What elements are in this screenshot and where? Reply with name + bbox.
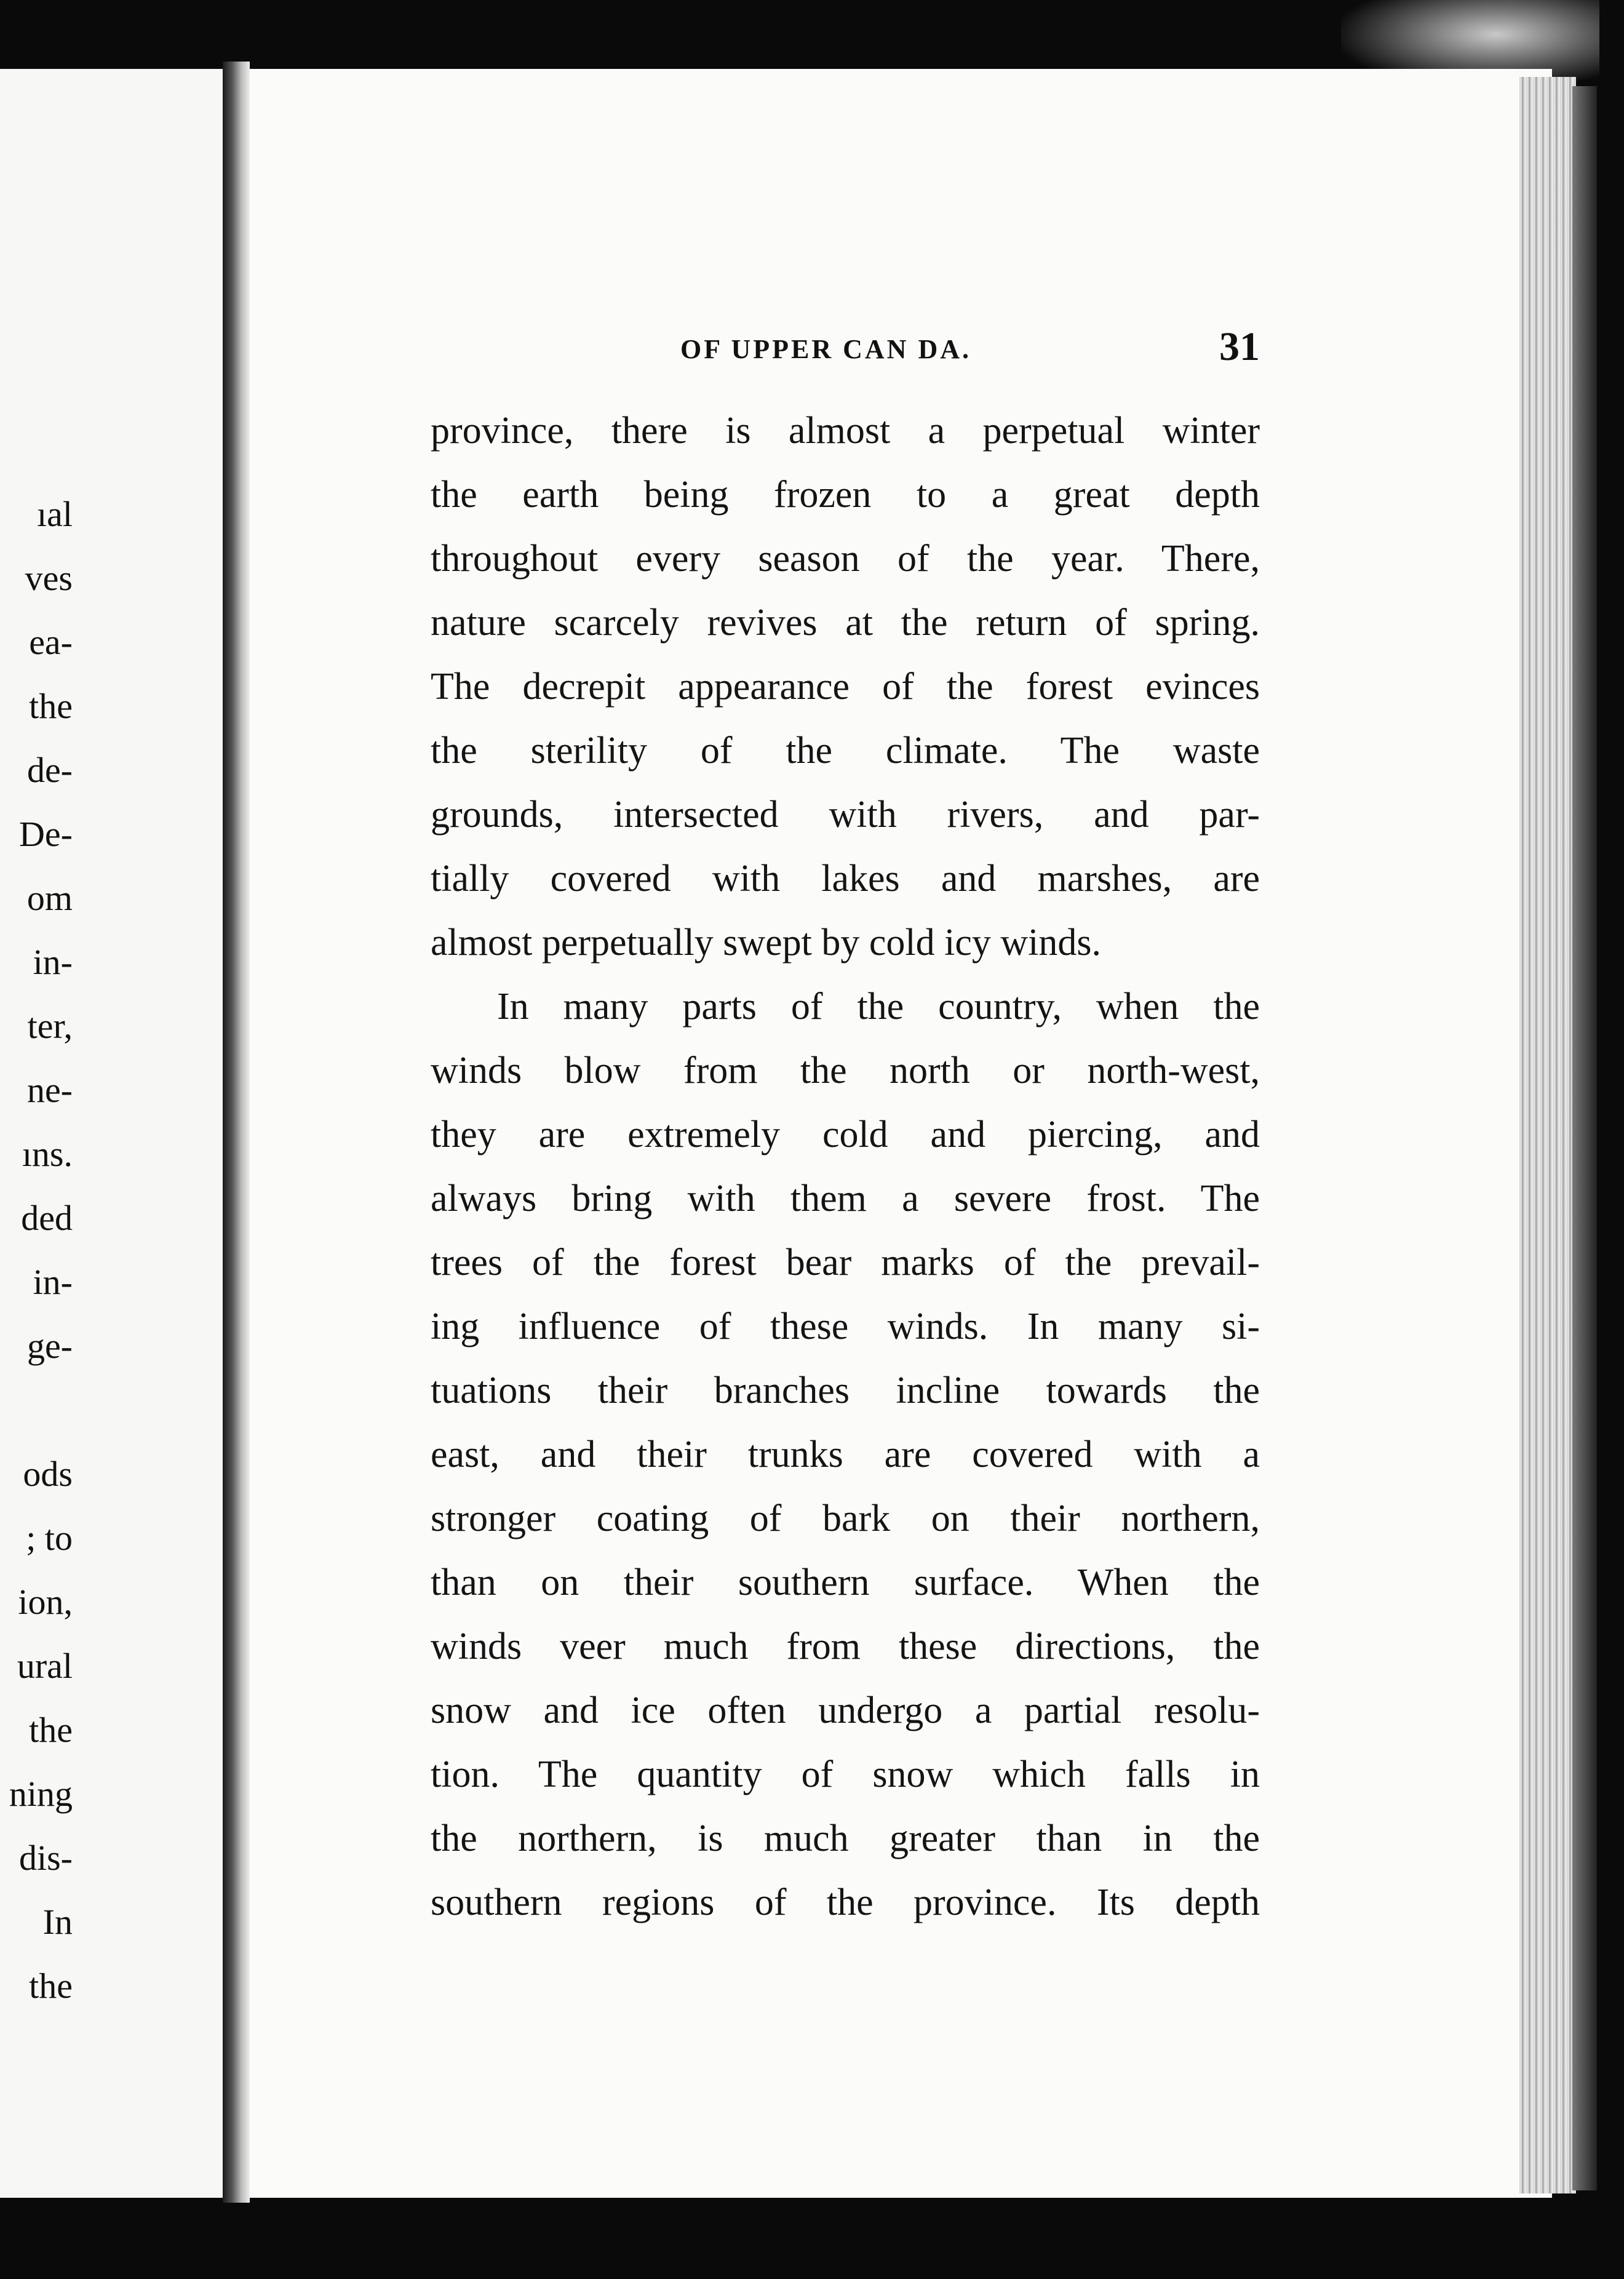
- fragment-line: ; to: [26, 1518, 73, 1558]
- previous-page: [0, 69, 228, 2198]
- fragment-line: De-: [19, 814, 73, 854]
- text-line: almost perpetually swept by cold icy winds.: [431, 922, 1101, 964]
- text-line: snow and ice often undergo a partial resolu-: [431, 1690, 1260, 1731]
- text-line: east, and their trunks are covered with a: [431, 1434, 1260, 1475]
- running-title: OF UPPER CAN DA.: [680, 334, 971, 364]
- text-line: tially covered with lakes and marshes, are: [431, 858, 1260, 900]
- text-line: In many parts of the country, when the: [497, 986, 1260, 1028]
- text-line: province, there is almost a perpetual winter: [431, 410, 1260, 452]
- text-line: The decrepit appearance of the forest evinces: [431, 666, 1260, 708]
- running-header: [431, 315, 1260, 383]
- text-line: tuations their branches incline towards the: [431, 1370, 1260, 1411]
- fragment-line: ıns.: [22, 1134, 73, 1174]
- text-line: stronger coating of bark on their northern,: [431, 1498, 1260, 1539]
- fragment-line: ter,: [27, 1006, 73, 1046]
- fragment-line: ge-: [26, 1326, 73, 1366]
- text-line: trees of the forest bear marks of the prevail-: [431, 1242, 1260, 1283]
- cover-edge: [1572, 86, 1597, 2190]
- paragraph-2: [431, 975, 1260, 1934]
- text-line: than on their southern surface. When the: [431, 1562, 1260, 1603]
- text-line: winds veer much from these directions, the: [431, 1626, 1260, 1667]
- paragraph-1: [431, 399, 1260, 975]
- body-text: [431, 399, 1260, 1934]
- text-line: always bring with them a severe frost. The: [431, 1178, 1260, 1219]
- fragment-line: In: [42, 1902, 73, 1942]
- text-line: tion. The quantity of snow which falls in: [431, 1754, 1260, 1795]
- page-stack-edge: [1519, 77, 1576, 2193]
- text-line: the northern, is much greater than in the: [431, 1818, 1260, 1859]
- fragment-line: in-: [33, 1262, 73, 1302]
- fragment-line: de-: [26, 750, 73, 790]
- fragment-line: ning: [9, 1774, 73, 1814]
- text-line: the earth being frozen to a great depth: [431, 474, 1260, 516]
- fragment-line: ion,: [18, 1582, 73, 1622]
- fragment-line: ural: [17, 1646, 73, 1686]
- text-line: grounds, intersected with rivers, and par-: [431, 794, 1260, 836]
- fragment-line: ıal: [37, 494, 73, 534]
- fragment-line: dis-: [19, 1838, 73, 1878]
- fragment-line: the: [29, 686, 73, 726]
- fragment-line: ded: [21, 1198, 73, 1238]
- fragment-line: ea-: [29, 622, 73, 662]
- fragment-line: the: [29, 1966, 73, 2006]
- text-line: throughout every season of the year. There,: [431, 538, 1260, 580]
- fragment-line: ne-: [26, 1070, 73, 1110]
- text-line: ing influence of these winds. In many si-: [431, 1306, 1260, 1347]
- fragment-line: [0, 1378, 73, 1442]
- page-number: 31: [1219, 324, 1260, 369]
- fragment-line: om: [26, 878, 73, 918]
- text-line: the sterility of the climate. The waste: [431, 730, 1260, 772]
- book-gutter: [223, 62, 250, 2203]
- fragment-line: the: [29, 1710, 73, 1750]
- text-line: they are extremely cold and piercing, and: [431, 1114, 1260, 1155]
- text-line: nature scarcely revives at the return of spring.: [431, 602, 1260, 644]
- text-line: southern regions of the province. Its depth: [431, 1882, 1260, 1923]
- text-line: winds blow from the north or north-west,: [431, 1050, 1260, 1092]
- fragment-line: ods: [23, 1454, 73, 1494]
- fragment-line: ves: [25, 558, 73, 598]
- previous-page-text-fragments: [0, 482, 73, 2018]
- fragment-line: in-: [33, 942, 73, 982]
